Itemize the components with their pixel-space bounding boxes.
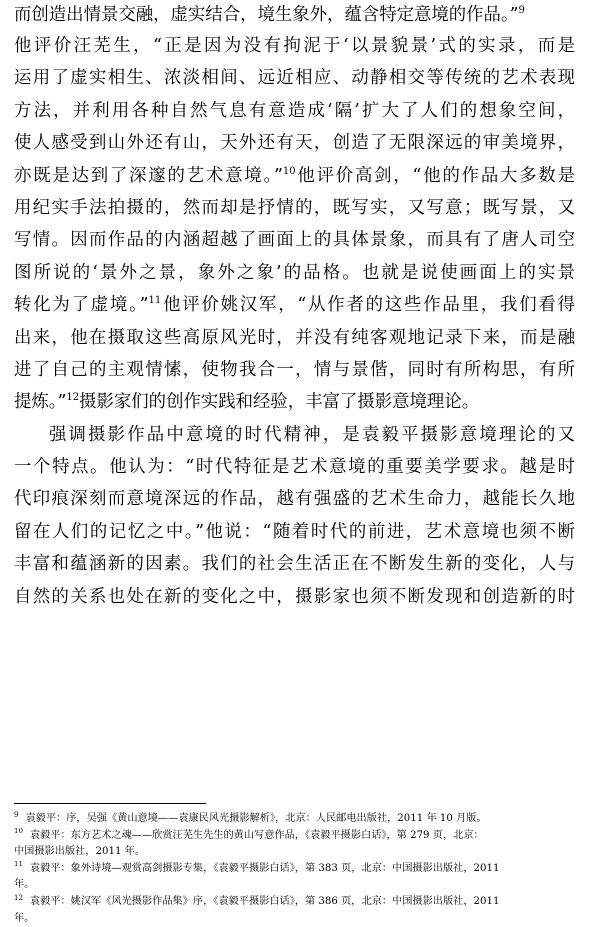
footnote-text: 袁毅平：姚汉军《风光摄影作品集》序，《袁毅平摄影白话》，第 386 页，北京：中国摄影出版社，2011 xyxy=(29,895,500,907)
line-text: 他评价姚汉军，“从作者的这些作品里，我们看得 xyxy=(161,295,575,316)
text-line xyxy=(14,451,575,483)
text-line xyxy=(14,30,575,62)
footnote-continuation: 年。 xyxy=(14,912,35,924)
footnote-text: 袁毅平：东方艺术之魂——欣赏汪芜生先生的黄山写意作品，《袁毅平摄影白话》，第 279 页，北京： xyxy=(29,829,484,841)
footnote-continuation: 年。 xyxy=(14,879,35,891)
footnote-ref: 11 xyxy=(148,295,162,307)
footnote xyxy=(14,861,575,877)
line-text: 方法，并利用各种自然气息有意造成‘隔’扩大了人们的想象空间， xyxy=(14,100,575,121)
text-line xyxy=(14,483,575,515)
footnote-number: 11 xyxy=(14,860,23,869)
body-text xyxy=(14,0,575,613)
line-text: 强调摄影作品中意境的时代精神，是袁毅平摄影意境理论的又 xyxy=(49,424,575,445)
text-line xyxy=(14,160,575,192)
line-text: 他评价汪芜生，“正是因为没有拘泥于‘以景貌景’式的实录，而是 xyxy=(14,36,575,56)
line-text: 亦既是达到了深邃的艺术意境。” xyxy=(14,165,283,186)
footnote-number: 10 xyxy=(14,827,23,836)
line-text: 出来，他在摄取这些高原风光时，并没有纯客观地记录下来，而是融 xyxy=(14,327,575,348)
footnote-divider xyxy=(14,803,206,804)
text-line xyxy=(14,0,575,30)
footnote-ref: 10 xyxy=(282,165,296,177)
line-text: 摄影家们的创作实践和经验，丰富了摄影意境理论。 xyxy=(79,392,480,413)
footnote xyxy=(14,894,575,910)
text-line xyxy=(14,257,575,289)
text-line xyxy=(14,127,575,159)
line-text: 提炼。” xyxy=(14,392,67,413)
text-line xyxy=(14,581,575,613)
footnote-number: 12 xyxy=(14,893,23,902)
line-text: 用纪实手法拍摄的，然而却是抒情的，既写实，又写意；既写景，又 xyxy=(14,197,575,218)
footnote-ref: 12 xyxy=(66,392,80,404)
text-line xyxy=(14,354,575,386)
text-line xyxy=(14,419,575,451)
line-text: 留在人们的记忆之中。”他说：“随着时代的前进，艺术意境也须不断 xyxy=(14,521,575,542)
text-line xyxy=(14,548,575,580)
line-text: 丰富和蕴涵新的因素。我们的社会生活正在不断发生新的变化，人与 xyxy=(14,554,575,575)
line-text: 图所说的‘景外之景，象外之象’的品格。也就是说使画面上的实景 xyxy=(14,262,575,283)
line-text: 进了自己的主观情愫，使物我合一，情与景偕，同时有所构思，有所 xyxy=(14,359,575,380)
line-text: 写情。因而作品的内涵超越了画面上的具体景象，而具有了唐人司空 xyxy=(14,230,575,251)
text-line xyxy=(14,192,575,224)
footnote xyxy=(14,811,575,827)
line-text: 他评价高剑，“他的作品大多数是 xyxy=(295,165,575,186)
text-line xyxy=(14,289,575,321)
footnotes xyxy=(14,811,575,927)
footnote-number: 9 xyxy=(14,811,19,819)
footnote-text: 袁毅平：象外诗境—观赏高剑摄影专集，《袁毅平摄影白话》，第 383 页，北京：中国摄影出版社，2011 xyxy=(29,862,500,874)
line-text: 而创造出情景交融，虚实结合，境生象外，蕴含特定意境的作品。” xyxy=(14,5,519,25)
text-line xyxy=(14,386,575,418)
line-text: 一个特点。他认为：“时代特征是艺术意境的重要美学要求。越是时 xyxy=(14,457,575,478)
footnote xyxy=(14,828,575,844)
line-text: 运用了虚实相生、浓淡相间、远近相应、动静相交等传统的艺术表现 xyxy=(14,68,575,89)
text-line xyxy=(14,62,575,94)
line-text: 使人感受到山外还有山，天外还有天，创造了无限深远的审美境界， xyxy=(14,133,575,154)
text-line xyxy=(14,224,575,256)
footnote-ref: 9 xyxy=(518,5,525,17)
line-text: 自然的关系也处在新的变化之中，摄影家也须不断发现和创造新的时 xyxy=(14,586,575,607)
footnote-continuation: 中国摄影出版社，2011 年。 xyxy=(14,846,146,858)
line-text: 转化为了虚境。” xyxy=(14,295,149,316)
text-line xyxy=(14,95,575,127)
footnote-text: 袁毅平：序，吴强《黄山意境——袁康民风光摄影解析》，北京：人民邮电出版社，2011 年 10 月版。 xyxy=(25,813,487,824)
text-line xyxy=(14,322,575,354)
line-text: 代印痕深刻而意境深远的作品，越有强盛的艺术生命力，越能长久地 xyxy=(14,489,575,510)
text-line xyxy=(14,516,575,548)
